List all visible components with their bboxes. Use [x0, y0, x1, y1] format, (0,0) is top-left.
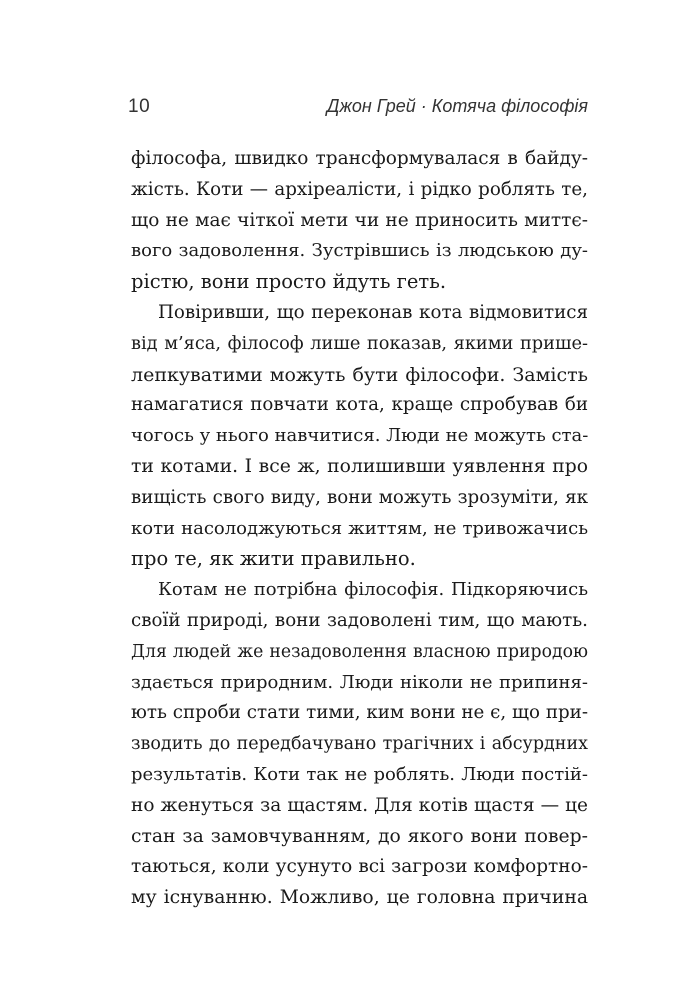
text-line: про те, як жити правильно.	[131, 547, 416, 571]
text-line: но женуться за щастям. Для котів щастя — це	[131, 794, 588, 816]
text-line: результатів. Коти так не роблять. Люди постій-	[131, 763, 588, 785]
text-line: таються, коли усунуто всі загрози комфортно-	[131, 856, 588, 878]
text-line: філософа, швидко трансформувалася в байду-	[131, 148, 588, 169]
text-line: зводить до передбачувано трагічних і абсурдних	[131, 734, 588, 755]
text-line: коти насолоджуються життям, не тривожачись	[131, 517, 588, 539]
paragraph-first-line: Повіривши, що переконав кота відмовитися	[158, 301, 588, 323]
running-head-title: Джон Грей · Котяча філософія	[326, 96, 588, 116]
page-number: 10	[128, 96, 151, 117]
text-line: лепкуватими можуть бути філософи. Замість	[131, 363, 588, 386]
text-line: ють спроби стати тими, ким вони не є, що при-	[131, 702, 588, 724]
text-line: жість. Коти — архіреалісти, і рідко роблять те,	[131, 178, 588, 200]
text-line: своїй природі, вони задоволені тим, що мають.	[131, 609, 588, 631]
text-line: вого задоволення. Зустрівшись із людською ду-	[131, 240, 588, 262]
text-line: від м’яса, філософ лише показав, якими пришe-	[131, 333, 588, 354]
text-line: здається природним. Люди ніколи не припиня-	[131, 671, 588, 693]
text-line: рістю, вони просто йдуть геть.	[131, 270, 447, 294]
text-line: Для людей же незадоволення власною природою	[131, 641, 588, 662]
text-line: чогось у нього навчитися. Люди не можуть ста-	[131, 425, 588, 447]
running-head	[128, 96, 588, 122]
text-line: му існуванню. Можливо, це головна причина	[131, 887, 588, 909]
paragraph-first-line: Котам не потрібна філософія. Підкоряючись	[158, 579, 588, 601]
text-line: стан за замовчуванням, до якого вони повер-	[131, 825, 588, 847]
text-line: ти котами. І все ж, полишивши уявлення про	[131, 455, 588, 477]
text-line: що не має чіткої мети чи не приносить миттє-	[131, 209, 588, 231]
text-line: вищість свого виду, вони можуть зрозуміти, як	[131, 486, 588, 508]
body-text	[131, 144, 588, 914]
text-line: намагатися повчати кота, краще спробував би	[131, 394, 588, 416]
